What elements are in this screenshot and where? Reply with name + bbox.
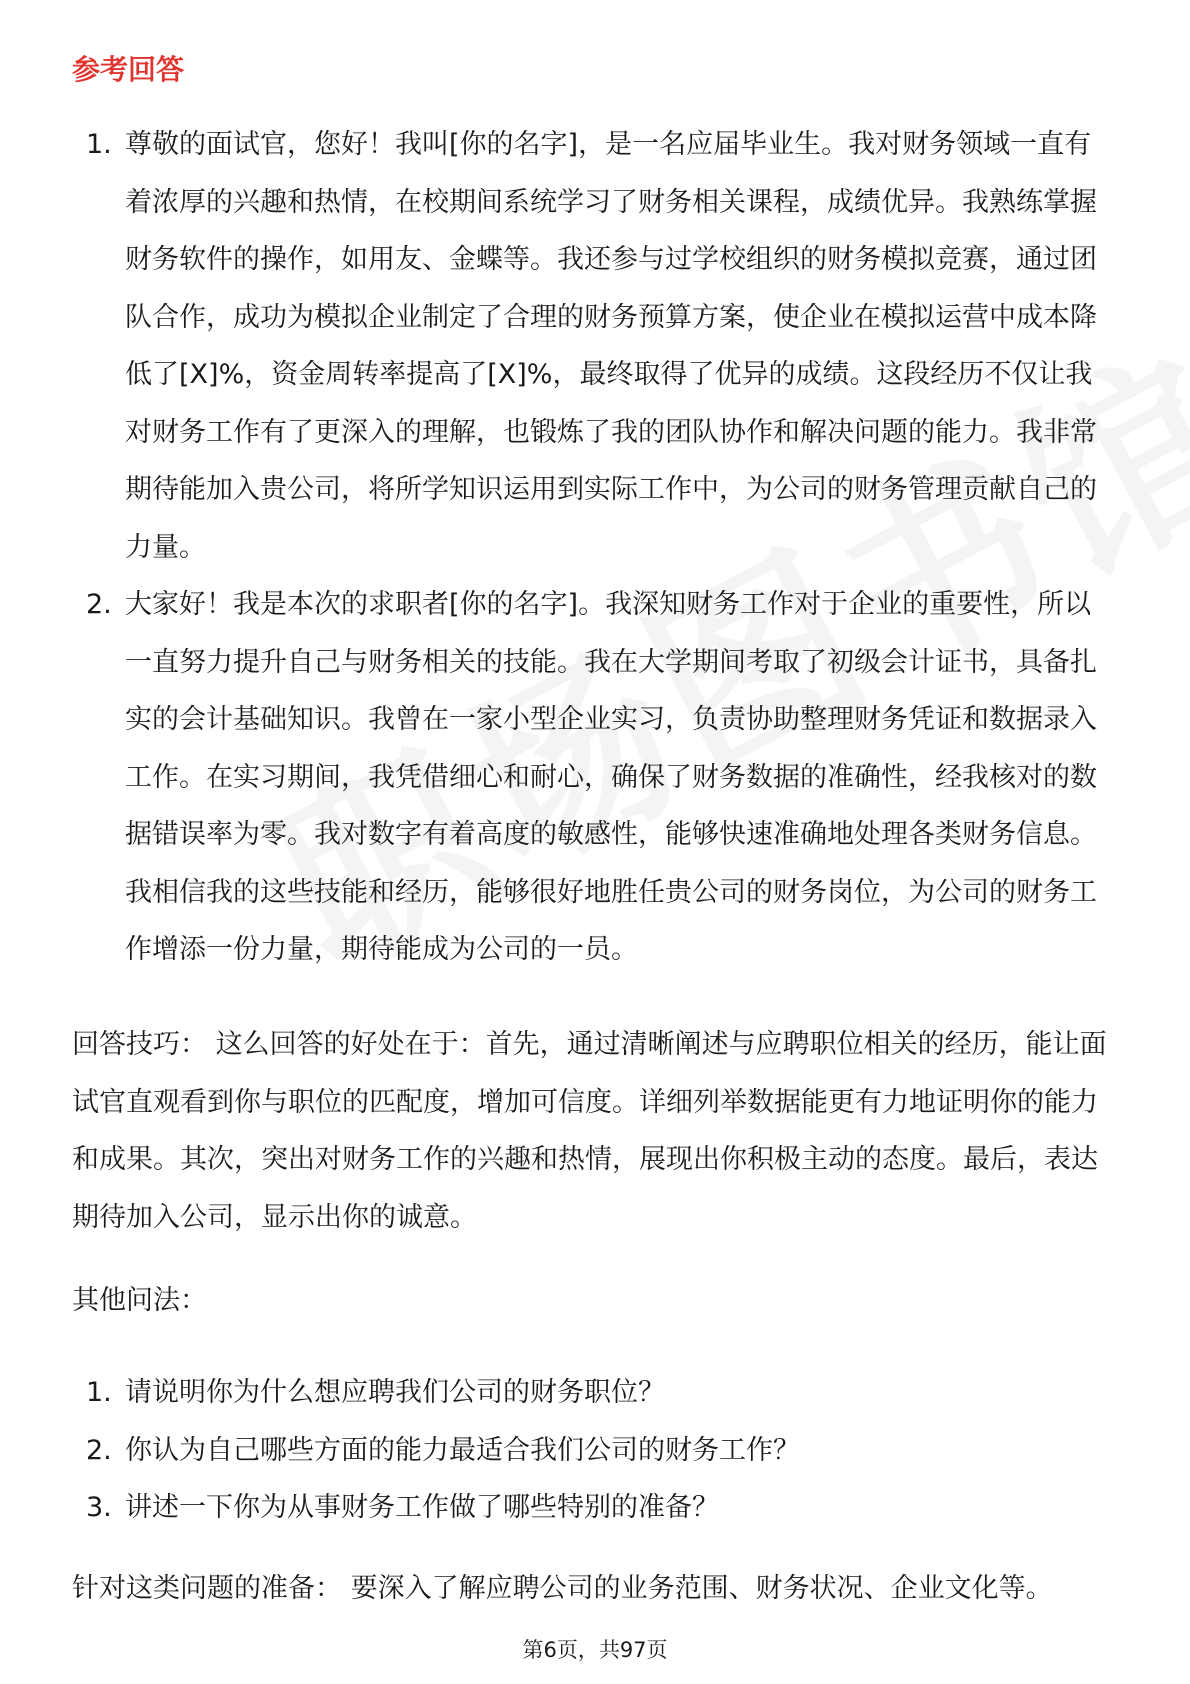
list-item — [72, 1422, 1112, 1480]
question-text: 讲述一下你为从事财务工作做了哪些特别的准备？ — [125, 1492, 719, 1523]
list-item — [72, 1364, 1112, 1422]
list-item — [72, 116, 1112, 576]
other-questions-label: 其他问法： — [72, 1285, 207, 1316]
preparation-note: 针对这类问题的准备： 要深入了解应聘公司的业务范围、财务状况、企业文化等。 — [72, 1573, 1053, 1604]
answer-text: 大家好！我是本次的求职者[你的名字]。我深知财务工作对于企业的重要性，所以一直努力提升自己与财务相关的技能。我在大学期间考取了初级会计证书，具备扎实的会计基础知识。我曾在一家小型企业实习，负责协助整理财务凭证和数据录入工作。在实习期间，我凭借细心和耐心，确保了财务数据的准确性，经我核对的数据错误率为零。我对数字有着高度的敏感性，能够快速准确地处理各类财务信息。我相信我的这些技能和经历，能够很好地胜任贵公司的财务岗位，为公司的财务工作增添一份力量，期待能成为公司的一员。 — [125, 589, 1097, 965]
question-text: 你认为自己哪些方面的能力最适合我们公司的财务工作？ — [125, 1434, 800, 1466]
question-text: 请说明你为什么想应聘我们公司的财务职位？ — [125, 1377, 665, 1408]
section-heading: 参考回答 — [72, 53, 185, 86]
answer-tips: 回答技巧： 这么回答的好处在于：首先，通过清晰阐述与应聘职位相关的经历，能让面试官直观看到你与职位的匹配度，增加可信度。详细列举数据能更有力地证明你的能力和成果。其次，突出对财务工作的兴趣和热情，展现出你积极主动的态度。最后，表达期待加入公司，显示出你的诚意。 — [72, 1029, 1107, 1233]
list-item — [72, 1479, 1112, 1537]
other-questions-list — [72, 1364, 1112, 1537]
list-number: 1. — [86, 1377, 112, 1408]
answer-list — [72, 116, 1112, 979]
list-number: 2. — [86, 1434, 112, 1466]
list-number: 3. — [86, 1492, 112, 1523]
list-number: 1. — [86, 129, 112, 160]
page-number: 第6页，共97页 — [522, 1638, 668, 1662]
list-number: 2. — [86, 589, 112, 620]
answer-text: 尊敬的面试官，您好！我叫[你的名字]，是一名应届毕业生。我对财务领域一直有着浓厚的兴趣和热情，在校期间系统学习了财务相关课程，成绩优异。我熟练掌握财务软件的操作，如用友、金蝶等。我还参与过学校组织的财务模拟竞赛，通过团队合作，成功为模拟企业制定了合理的财务预算方案，使企业在模拟运营中成本降低了[X]%，资金周转率提高了[X]%，最终取得了优异的成绩。这段经历不仅让我对财务工作有了更深入的理解，也锻炼了我的团队协作和解决问题的能力。我非常期待能加入贵公司，将所学知识运用到实际工作中，为公司的财务管理贡献自己的力量。 — [125, 129, 1097, 563]
list-item — [72, 576, 1112, 979]
